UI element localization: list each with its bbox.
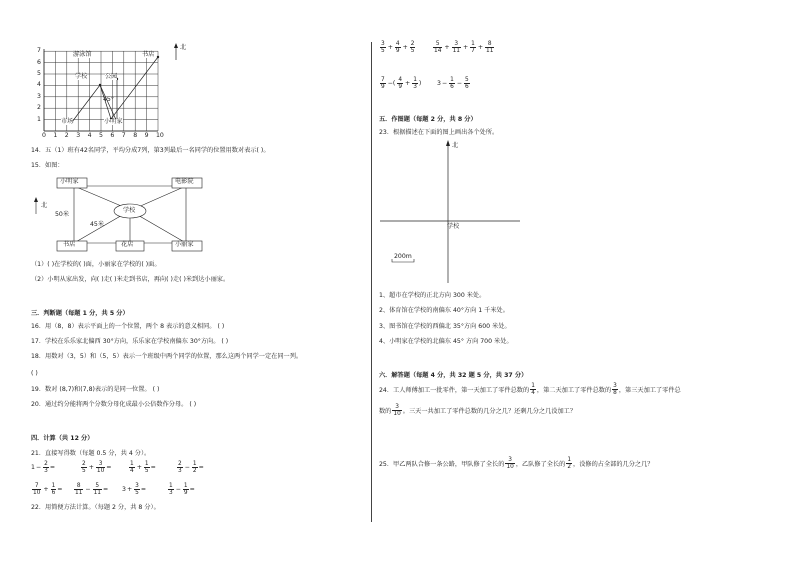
y-tick-label: 1 [37, 115, 41, 123]
q15-title: 15．如图： [31, 162, 64, 169]
label-pool: 游泳馆 [73, 51, 92, 58]
y-tick-label: 5 [37, 70, 41, 77]
column-divider [371, 42, 372, 522]
q24-line2: 数的 $\frac{3}{10}$ 。三天一共加工了零件总数的几分之几？还剩几分之几没加工？ [379, 404, 577, 418]
x-tick-label: 2 [64, 132, 69, 139]
q15-dist: 45米 [90, 221, 105, 228]
q18-text: 18．用数对（3，5）和（5，5）表示一个班级中两个同学的位置，那么这两个同学一定在同一列。 [31, 353, 303, 360]
calc-r2-b: $\frac{8}{11}$ − $\frac{5}{11}$ = [75, 483, 109, 497]
y-tick-label: 2 [37, 104, 41, 112]
q25-line: 25．甲乙两队合修一条公路，甲队修了全长的 $\frac{3}{10}$ ，乙队修了全长的 $\frac{1}{2}$ ，没修的占全部的几分之几？ [379, 457, 654, 471]
q23-school: 学校 [447, 223, 460, 230]
x-tick-label: 8 [133, 132, 138, 139]
x-tick-label: 5 [99, 132, 103, 139]
q16-text: 16．用（8，8）表示平面上的一个位置，两个 8 表示的意义相同。 ( ) [31, 323, 225, 330]
node-xiaoli: 小丽家 [175, 241, 194, 248]
label-park: 公园 [105, 73, 118, 80]
y-tick-label: 7 [37, 47, 41, 55]
q15-north: 北 [41, 202, 48, 209]
q23-item-4: 4、小明家在学校的北偏东 45° 方向 700 米处。 [379, 338, 513, 345]
q23-item-3: 3、图书馆在学校的西偏北 35°方向 600 米处。 [379, 323, 511, 330]
calc-e2: $\frac{5}{14}$ + $\frac{3}{11}$ + $\frac{1}{7}$ + $\frac{8}{11}$ [434, 41, 494, 55]
x-tick-label: 6 [110, 132, 115, 139]
q23-item-2: 2、体育馆在学校的南偏东 40°方向 1 千米处。 [379, 307, 509, 314]
x-tick-label: 10 [156, 132, 164, 139]
q23-scale: 200m [394, 253, 412, 260]
q21-text: 21．直接写得数（每题 0.5 分，共 4 分）。 [31, 450, 151, 457]
calc-r1-d: $\frac{2}{3}$ − $\frac{1}{2}$ = [178, 461, 204, 475]
calc-r1-a: 1 − $\frac{2}{3}$ = [31, 461, 56, 475]
q23-north: 北 [452, 142, 459, 149]
calc-r1-b: $\frac{2}{5}$ + $\frac{3}{10}$ = [82, 461, 112, 475]
q23-item-1: 1、超市在学校的正北方向 300 米处。 [379, 292, 486, 299]
q19-text: 19．数对 (8,7)和(7,8)表示的是同一位置。 ( ) [31, 386, 160, 393]
calc-e1: $\frac{3}{5}$ + $\frac{4}{9}$ + $\frac{2}{5}$ [381, 41, 415, 55]
label-xiaoming: 小明家 [104, 118, 123, 125]
calc-r2-d: $\frac{1}{3}$ − $\frac{1}{9}$ = [169, 483, 195, 497]
q23-text: 23．根据描述在下面的图上画出各个处所。 [379, 129, 499, 136]
node-garden: 花店 [121, 241, 134, 248]
q18-blank: ( ) [31, 370, 38, 377]
section5-title: 五．作图题（每题 2 分，共 8 分） [379, 116, 477, 123]
q22-text: 22．用简便方法计算。（每题 2 分，共 8 分）。 [31, 504, 160, 511]
calc-r1-c: $\frac{1}{4}$ + $\frac{1}{5}$ = [130, 461, 156, 475]
label-angle: 45° [103, 96, 114, 103]
q15-sub2: （2）小明从家出发，向( )走( )米走到书店，再向( )走( )米到达小丽家。 [31, 276, 230, 283]
q15-sub1: （1）( )在学校的( )面，小丽家在学校的( )面。 [31, 261, 161, 268]
node-xiaoming: 小明家 [60, 178, 79, 185]
x-tick-label: 3 [76, 132, 81, 139]
q20-text: 20．通过约分能将两个分数分母化成最小公倍数作分母。 ( ) [31, 401, 197, 408]
x-tick-label: 4 [87, 132, 92, 139]
q14-text: 14．五（1）班有42名同学，平均分成7列，第3列最后一名同学的位置用数对表示( )。 [31, 147, 270, 154]
y-tick-label: 4 [37, 81, 41, 89]
grid-north-label: 北 [180, 44, 187, 51]
calc-r2-c: 3 + $\frac{3}{5}$ = [122, 483, 147, 497]
q15-scale: 50米 [55, 211, 70, 218]
calc-e3: $\frac{7}{9}$ −( $\frac{4}{9}$ + $\frac{1}{3}$ ) [381, 77, 422, 91]
y-tick-label: 6 [37, 58, 41, 66]
section4-title: 四．计算（共 12 分） [31, 435, 94, 442]
calc-e4: 3 − $\frac{1}{6}$ − $\frac{5}{6}$ [437, 77, 469, 91]
x-tick-label: 9 [144, 132, 149, 139]
node-bookstore: 书店 [63, 241, 76, 248]
calc-r2-a: $\frac{7}{10}$ + $\frac{1}{6}$ = [33, 483, 63, 497]
x-tick-label: 0 [42, 132, 46, 139]
label-school: 学校 [75, 73, 88, 80]
label-market: 市场 [61, 118, 74, 125]
node-school: 学校 [123, 207, 136, 214]
section6-title: 六．解答题（每题 4 分，共 32 题 5 分，共 37 分） [379, 372, 528, 379]
q17-text: 17．学校在乐乐家北偏西 30°方向，乐乐家在学校南偏东 30°方向。 ( ) [31, 338, 229, 345]
label-bookstore: 书店 [142, 51, 155, 58]
x-tick-label: 1 [53, 132, 58, 139]
node-cinema: 电影院 [175, 178, 194, 185]
x-tick-label: 7 [121, 132, 126, 139]
y-tick-label: 3 [37, 92, 41, 100]
q23-axes [378, 138, 538, 288]
q24-line1: 24．工人师傅加工一批零件，第一天加工了零件总数的 $\frac{1}{4}$ ，第二天加工了零件总数的 $\frac{3}{8}$ ，第三天加工了零件总 [379, 383, 681, 397]
section3-title: 三．判断题（每题 1 分，共 5 分） [31, 310, 129, 317]
